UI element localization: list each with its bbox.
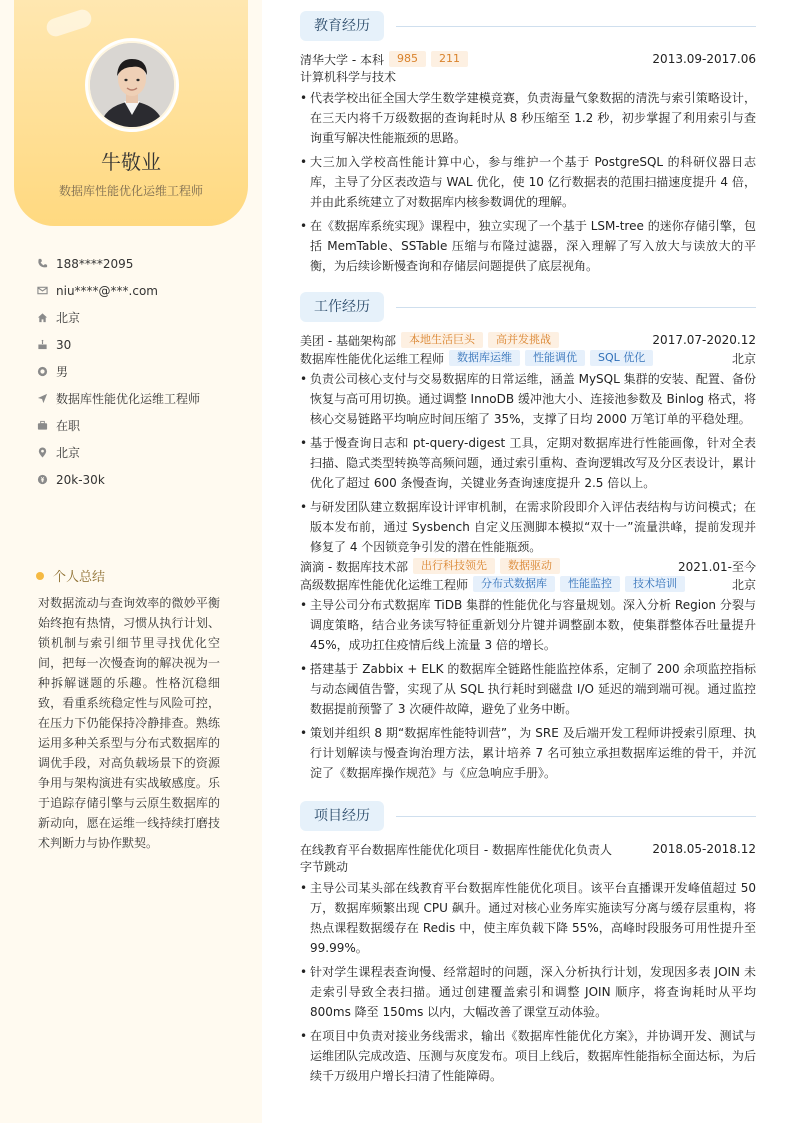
contact-email	[36, 277, 246, 304]
contact-gender	[36, 358, 246, 385]
list-item: • 策划并组织 8 期“数据库性能特训营”，为 SRE 及后端开发工程师讲授索引原理、执行计划解读与慢查询治理方法，累计培养 7 名可独立承担数据库运维的骨干，并沉淀了《数据库操作规范》与《应急响应手册》。	[300, 723, 756, 783]
school-tag: 985	[389, 51, 426, 67]
section-title: 教育经历	[300, 11, 384, 41]
candidate-name: 牛敬业	[101, 150, 161, 174]
job-role: 数据库性能优化运维工程师	[300, 351, 445, 366]
contact-target-role	[36, 385, 246, 412]
mail-icon	[36, 285, 48, 297]
contact-list	[36, 250, 246, 493]
section-divider	[396, 307, 756, 308]
list-item: • 代表学校出征全国大学生数学建模竞赛，负责海量气象数据的清洗与索引策略设计，在三天内将千万级数据的查询耗时从 8 秒压缩至 1.2 秒，初步掌握了利用索引与查询重写解决性能瓶颈的思路。	[300, 88, 756, 148]
work-section	[300, 292, 756, 787]
role-tag: 性能调优	[525, 350, 585, 366]
contact-salary	[36, 466, 246, 493]
list-item: • 大三加入学校高性能计算中心，参与维护一个基于 PostgreSQL 的科研仪器日志库，主导了分区表改造与 WAL 优化，使 10 亿行数据表的范围扫描速度提升 4 倍，并由此系统建立了对数据库内核参数调优的理解。	[300, 152, 756, 212]
job-bullets	[300, 595, 756, 783]
location-icon	[36, 447, 48, 459]
summary-text: 对数据流动与查询效率的微妙平衡始终抱有热情，习惯从执行计划、锁机制与索引细节里寻找优化空间，把每一次慢查询的解决视为一种拆解谜题的乐趣。性格沉稳细致，看重系统稳定性与风险可控，在压力下仍能保持冷静排查。熟练运用多种关系型与分布式数据库的调优手段，对高负载场景下的资源争用与架构演进有实战敏感度。乐于追踪存储引擎与云原生数据库的新动向，愿在运维一线持续打磨技术判断力与协作默契。	[38, 596, 220, 850]
job-period: 2017.07-2020.12	[652, 333, 756, 347]
list-item: • 搭建基于 Zabbix + ELK 的数据库全链路性能监控体系，定制了 200 余项监控指标与动态阈值告警，实现了从 SQL 执行耗时到磁盘 I/O 延迟的端到端可视。通过监控数据提前预警了 3 次硬件故障，避免了业务中断。	[300, 659, 756, 719]
avatar-frame	[85, 38, 179, 132]
section-header	[300, 801, 756, 831]
job-bullets	[300, 369, 756, 557]
bullet-dot-icon	[36, 572, 44, 580]
section-header	[300, 11, 756, 41]
list-item: • 在项目中负责对接业务线需求，输出《数据库性能优化方案》，并协调开发、测试与运维团队完成改造、压测与灰度发布。项目上线后，数据库性能指标全面达标，为后续千万级用户增长扫清了性能障碍。	[300, 1026, 756, 1086]
briefcase-icon	[36, 420, 48, 432]
contact-value: 188****2095	[56, 256, 134, 271]
job-period: 2021.01-至今	[678, 559, 756, 574]
list-item: • 在《数据库系统实现》课程中，独立实现了一个基于 LSM-tree 的迷你存储引擎，包括 MemTable、SSTable 压缩与布隆过滤器，深入理解了写入放大与读放大的平衡，为后续诊断慢查询和存储层问题提供了底层视角。	[300, 216, 756, 276]
job-entry	[300, 331, 756, 557]
list-item: • 基于慢查询日志和 pt-query-digest 工具，定期对数据库进行性能画像，针对全表扫描、隐式类型转换等高频问题，通过索引重构、查询逻辑改写及分区表设计，累计优化了超过 600 条慢查询，关键业务查询速度提升 2.5 倍以上。	[300, 433, 756, 493]
contact-value: 20k-30k	[56, 472, 105, 487]
project-org: 字节跳动	[300, 860, 349, 874]
contact-value: 北京	[56, 311, 81, 325]
contact-value: 在职	[56, 419, 81, 433]
company-tag: 出行科技领先	[413, 558, 495, 574]
cake-icon	[36, 339, 48, 351]
contact-status	[36, 412, 246, 439]
project-entry	[300, 840, 756, 1086]
send-icon	[36, 393, 48, 405]
project-name: 在线教育平台数据库性能优化项目 - 数据库性能优化负责人	[300, 842, 612, 857]
role-tag: 技术培训	[625, 576, 685, 592]
company-name: 美团 - 基础架构部	[300, 333, 396, 348]
contact-value: 30	[56, 337, 72, 352]
contact-location	[36, 439, 246, 466]
phone-icon	[36, 258, 48, 270]
summary-heading	[36, 566, 105, 585]
gender-icon	[36, 366, 48, 378]
sidebar	[0, 0, 262, 1123]
avatar	[90, 43, 174, 127]
money-icon	[36, 474, 48, 486]
role-tag: 分布式数据库	[473, 576, 555, 592]
section-divider	[396, 816, 756, 817]
role-tag: 数据库运维	[449, 350, 520, 366]
school-tag: 211	[431, 51, 468, 67]
list-item: • 负责公司核心支付与交易数据库的日常运维，涵盖 MySQL 集群的安装、配置、备份恢复与高可用切换。通过调整 InnoDB 缓冲池大小、连接池参数及 Binlog 格式，将核心交易链路平均响应时间压缩了 35%，支撑了日均 2000 万笔订单的平稳处理。	[300, 369, 756, 429]
job-city: 北京	[731, 351, 756, 366]
candidate-title: 数据库性能优化运维工程师	[58, 184, 203, 198]
role-tag: SQL 优化	[590, 350, 653, 366]
summary-heading-label: 个人总结	[53, 570, 106, 585]
section-header	[300, 292, 756, 322]
contact-value: 数据库性能优化运维工程师	[56, 392, 201, 406]
contact-value: 北京	[56, 446, 81, 460]
contact-age	[36, 331, 246, 358]
list-item: • 主导公司某头部在线教育平台数据库性能优化项目。该平台直播课开发峰值超过 50 万，数据库频繁出现 CPU 飙升。通过对核心业务库实施读写分离与缓存层重构，将热点课程数据缓存在 Redis 中，使主库负载下降 55%，高峰时段服务可用性提升至 99.99%。	[300, 878, 756, 958]
company-tag: 高并发挑战	[488, 332, 559, 348]
job-entry	[300, 557, 756, 783]
role-tag: 性能监控	[560, 576, 620, 592]
education-row	[300, 50, 756, 68]
section-title: 项目经历	[300, 801, 384, 831]
section-title: 工作经历	[300, 292, 384, 322]
contact-phone	[36, 250, 246, 277]
school-name: 清华大学 - 本科	[300, 52, 384, 67]
company-tag: 数据驱动	[500, 558, 560, 574]
company-name: 滴滴 - 数据库技术部	[300, 559, 408, 574]
major: 计算机科学与技术	[300, 70, 397, 84]
contact-value: niu****@***.com	[56, 283, 158, 298]
section-divider	[396, 26, 756, 27]
company-tag: 本地生活巨头	[401, 332, 483, 348]
education-period: 2013.09-2017.06	[652, 52, 756, 66]
list-item: • 与研发团队建立数据库设计评审机制，在需求阶段即介入评估表结构与访问模式；在版本发布前，通过 Sysbench 自定义压测脚本模拟“双十一”流量洪峰，提前发现并修复了 4 个因锁竞争引发的潜在性能瓶颈。	[300, 497, 756, 557]
projects-section	[300, 801, 756, 1090]
contact-residence	[36, 304, 246, 331]
education-bullets	[300, 88, 756, 276]
list-item: • 针对学生课程表查询慢、经常超时的问题，深入分析执行计划，发现因多表 JOIN 未走索引导致全表扫描。通过创建覆盖索引和调整 JOIN 顺序，将查询耗时从平均 800ms 降至 150ms 以内，大幅改善了课堂互动体验。	[300, 962, 756, 1022]
decorative-highlight	[44, 7, 93, 38]
home-icon	[36, 312, 48, 324]
project-bullets	[300, 878, 756, 1086]
contact-value: 男	[56, 365, 69, 379]
project-period: 2018.05-2018.12	[652, 842, 756, 856]
job-city: 北京	[731, 577, 756, 592]
job-role: 高级数据库性能优化运维工程师	[300, 577, 469, 592]
list-item: • 主导公司分布式数据库 TiDB 集群的性能优化与容量规划。深入分析 Region 分裂与调度策略，结合业务读写特征重新划分片键并调整副本数，使集群整体吞吐量提升 45%，成功扛住疫情后线上流量 3 倍的增长。	[300, 595, 756, 655]
education-section	[300, 11, 756, 280]
